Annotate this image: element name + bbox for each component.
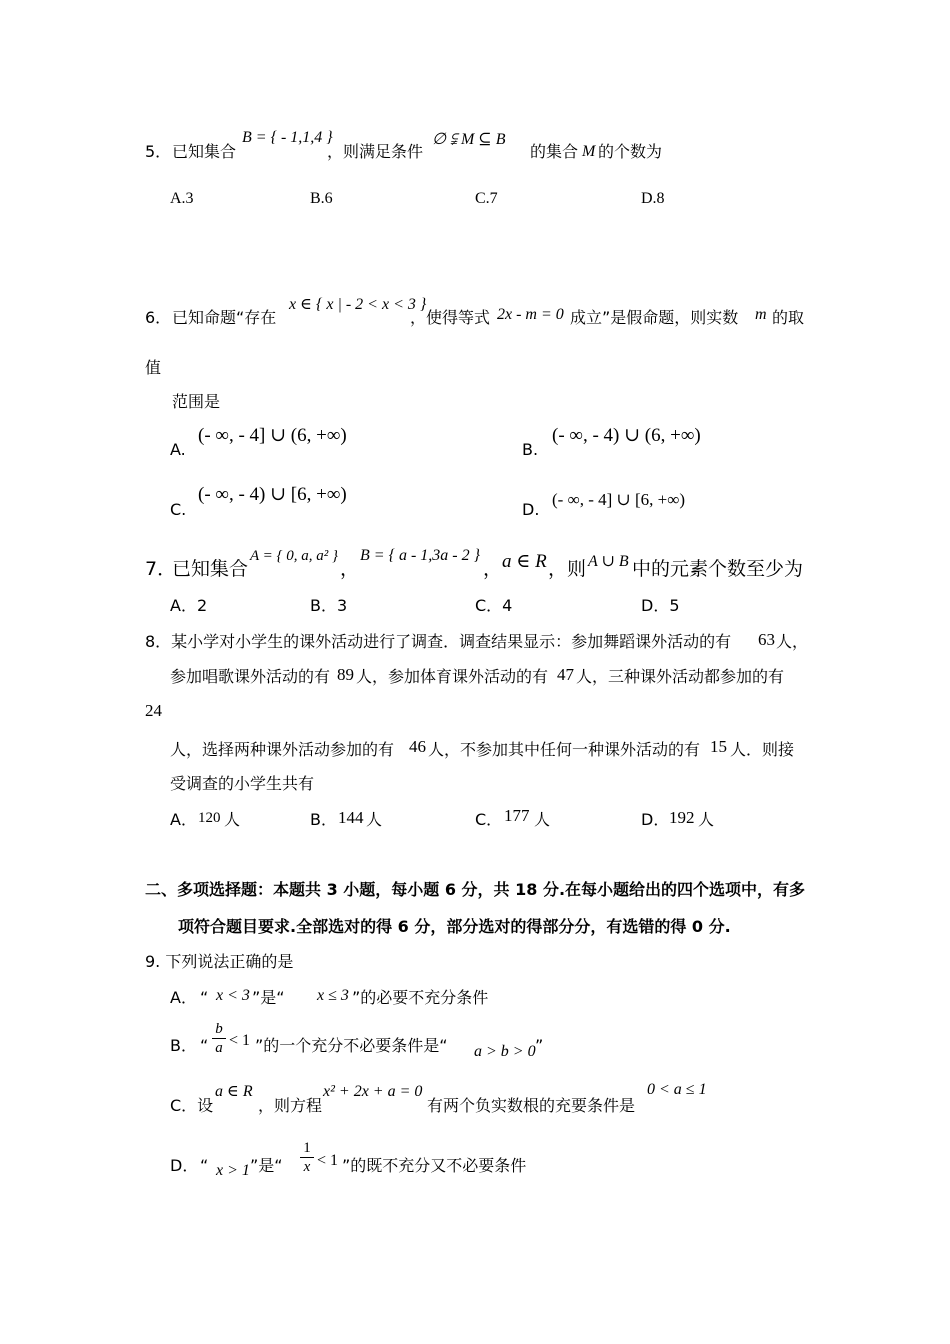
q9-b-fraction [212,1021,226,1056]
q8-option-b-unit: 人 [366,810,383,829]
q6-option-d: (- ∞, - 4] ∪ [6, +∞) [552,490,686,509]
q7-set-b: B = { a - 1,3a - 2 } [360,547,481,564]
q8-option-a-label: A． [170,810,197,829]
q9-b-denominator: a [215,1040,223,1056]
q9-a-t2: ”的必要不充分条件 [352,988,489,1007]
q7-number: 7． [145,558,177,580]
q9-b-t1: ”的一个充分不必要条件是“ [255,1036,448,1055]
q8-option-b-value: 144 [338,808,364,827]
q8-line2-c: 人，三种课外活动都参加的有 [576,667,785,686]
q6-number: 6． [145,308,172,327]
q9-c-m1: a ∈ R [215,1083,253,1100]
q7-condition: a ∈ R [502,551,547,572]
q8-line1-b: 人， [776,632,809,651]
q9-d-t2: ”的既不充分又不必要条件 [342,1156,527,1175]
q9-c-equation: x² + 2x + a = 0 [323,1083,423,1100]
q8-line5: 受调查的小学生共有 [170,774,315,793]
q8-line4-c: 人．则接 [730,740,795,759]
q8-n-sport: 47 [557,665,574,684]
q9-stem: 9. 下列说法正确的是 [145,952,294,971]
q5-text-a: 已知集合 [172,142,237,161]
q8-option-c-unit: 人 [534,810,551,829]
q8-line4-a: 人，选择两种课外活动参加的有 [170,740,395,759]
q9-b-m: a > b > 0 [474,1043,536,1060]
q6-option-b-label: B. [522,440,539,459]
q9-d-relation: < 1 [317,1152,339,1169]
q5-option-a: A.3 [170,190,194,207]
q9-option-b-label: B． [170,1036,197,1055]
q5-m: M [582,143,596,160]
q5-set-b: B = { - 1,1,4 } [242,129,333,146]
q8-option-a-unit: 人 [224,810,241,829]
q8-option-b-label: B． [310,810,337,829]
q6-condition: x ∈ { x | - 2 < x < 3 } [289,296,427,313]
q9-c-t2: 有两个负实数根的充要条件是 [427,1096,636,1115]
q6-line3: 范围是 [172,392,221,411]
q5-condition: ∅ ⫋ M ⊆ B [432,131,506,148]
q8-line2-b: 人，参加体育课外活动的有 [356,667,549,686]
q9-b-numerator: b [215,1021,223,1037]
q8-n-sing: 89 [337,665,354,684]
q5-number: 5． [145,142,172,161]
q7-union: A ∪ B [588,553,629,570]
section-2-line1: 二、多项选择题：本题共 3 小题，每小题 6 分，共 18 分.在每小题给出的四个选项中，有多 [145,880,806,899]
q6-text-b: ，使得等式 [410,308,491,327]
q9-d-q1: “ [200,1156,209,1175]
q9-option-c-label: C．设 [170,1096,214,1115]
q9-d-t1: ”是“ [250,1156,283,1175]
q5-text-d: 的个数为 [598,142,663,161]
q5-option-c: C.7 [475,190,498,207]
q7-option-b: B．3 [310,596,348,615]
q9-b-relation: < 1 [229,1032,251,1049]
q9-a-m2: x ≤ 3 [317,987,349,1004]
q8-line2-a: 参加唱歌课外活动的有 [170,667,331,686]
q9-d-numerator: 1 [303,1140,311,1156]
q9-c-m2: 0 < a ≤ 1 [647,1081,707,1098]
q9-option-a-label: A． [170,988,197,1007]
q8-n-all: 24 [145,701,162,720]
q6-option-d-label: D. [522,500,540,519]
q8-option-d-label: D． [641,810,670,829]
q7-set-a: A = { 0, a, a² } [250,548,339,564]
q9-a-m1: x < 3 [216,987,250,1004]
q9-d-fraction [300,1140,314,1175]
q6-option-b: (- ∞, - 4) ∪ (6, +∞) [552,425,701,446]
q9-d-denominator: x [303,1159,311,1175]
q9-a-t1: ”是“ [252,988,285,1007]
q8-line1-a: 8．某小学对小学生的课外活动进行了调查．调查结果显示：参加舞蹈课外活动的有 [145,632,732,651]
q5-option-d: D.8 [641,190,665,207]
q9-c-t1: ，则方程 [258,1096,323,1115]
q8-n-two: 46 [409,737,426,756]
q8-line4-b: 人，不参加其中任何一种课外活动的有 [428,740,701,759]
q6-text-a: 已知命题“存在 [172,308,277,327]
q7-text-c: 中的元素个数至少为 [632,558,804,580]
section-2-line2: 项符合题目要求.全部选对的得 6 分，部分选对的得部分分，有选错的得 0 分. [178,917,731,936]
q8-option-c-value: 177 [504,806,530,825]
q9-b-q2: ” [535,1036,544,1055]
q7-option-d: D．5 [641,596,680,615]
q6-text-c: 成立”是假命题，则实数 [570,308,739,327]
q6-option-a-label: A. [170,440,186,459]
q9-a-q1: “ [200,988,209,1007]
q7-text-a: 已知集合 [172,558,249,580]
q8-n-none: 15 [710,737,727,756]
q8-n-dance: 63 [758,630,775,649]
q9-option-d-label: D． [170,1156,199,1175]
q9-b-q1: “ [200,1036,209,1055]
q6-m: m [755,306,767,323]
q5-text-c: 的集合 [530,142,579,161]
q9-d-m1: x > 1 [216,1162,250,1179]
q7-sep1: ， [340,558,360,580]
q5-text-b: ，则满足条件 [327,142,424,161]
q8-option-c-label: C． [475,810,503,829]
q6-option-c: (- ∞, - 4) ∪ [6, +∞) [198,484,347,505]
q6-option-a: (- ∞, - 4] ∪ (6, +∞) [198,425,347,446]
q6-option-c-label: C. [170,500,187,519]
q8-option-d-unit: 人 [698,810,715,829]
q6-equation: 2x - m = 0 [497,306,564,323]
q7-option-a: A．2 [170,596,208,615]
q8-option-d-value: 192 [669,808,695,827]
q6-line2: 值 [145,358,162,377]
q7-sep2: ， [483,558,503,580]
q8-option-a-value: 120 [198,810,221,826]
q7-option-c: C．4 [475,596,513,615]
q6-text-d: 的取 [772,308,805,327]
q7-text-b: ，则 [548,558,587,580]
q5-option-b: B.6 [310,190,333,207]
